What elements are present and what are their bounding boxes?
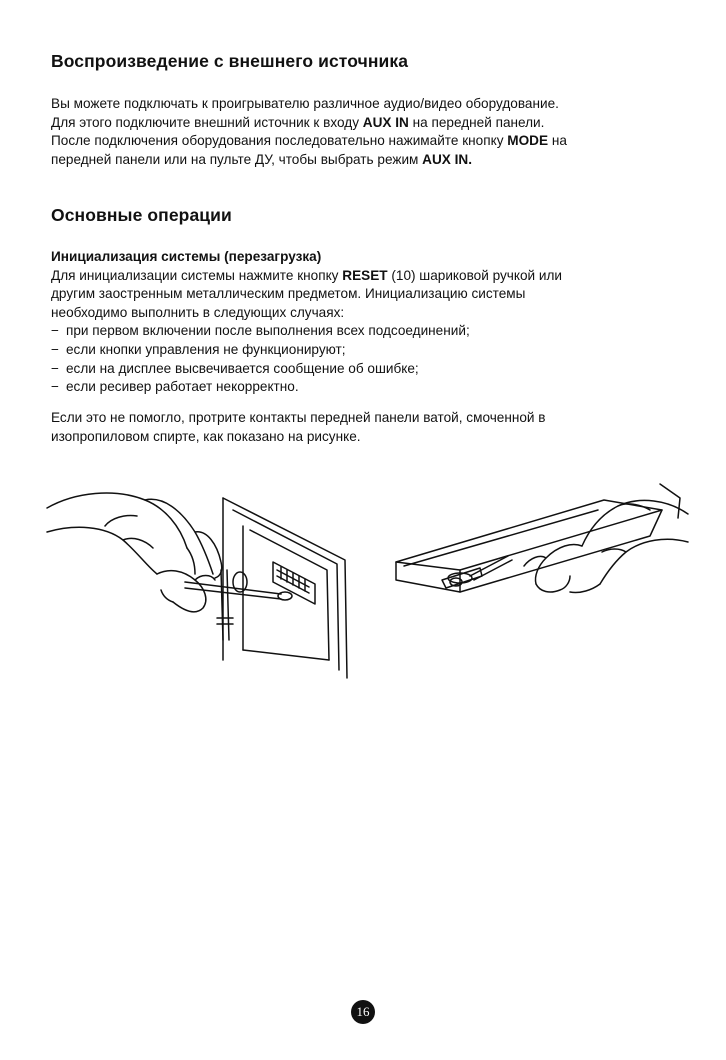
cleaning-line-1: Если это не помогло, протрите контакты передней панели ватой, смоченной в [51, 410, 546, 425]
reset-line-1: Для инициализации системы нажмите кнопку RESET (10) шариковой ручкой или [51, 267, 563, 283]
list-item: − если кнопки управления не функционируют; [51, 341, 346, 357]
list-item: − если ресивер работает некорректно. [51, 379, 299, 395]
list-item: − при первом включении после выполнения всех подсоединений; [51, 323, 470, 339]
reset-line-3: необходимо выполнить в следующих случаях: [51, 304, 345, 320]
aux-line-3: После подключения оборудования последовательно нажимайте кнопку MODE на [51, 133, 567, 149]
aux-paragraph [51, 95, 671, 169]
aux-line-4: передней панели или на пульте ДУ, чтобы выбрать режим AUX IN. [51, 151, 473, 167]
cleaning-paragraph [51, 409, 671, 446]
section-title-basic-ops: Основные операции [51, 205, 232, 225]
list-item: − если на дисплее высвечивается сообщение об ошибке; [51, 360, 419, 376]
reset-label: RESET [342, 267, 388, 283]
page-number-badge: 16 [351, 1000, 375, 1024]
reset-subtitle: Инициализация системы (перезагрузка) [51, 249, 322, 264]
reset-paragraph [51, 248, 671, 397]
cleaning-line-2: изопропиловом спирте, как показано на рисунке. [51, 428, 361, 444]
cleaning-panel-illustration [390, 470, 690, 630]
aux-in-mode-label: AUX IN. [422, 151, 473, 167]
aux-line-1: Вы можете подключать к проигрывателю различное аудио/видео оборудование. [51, 96, 559, 111]
cleaning-unit-illustration [45, 470, 365, 685]
aux-line-2: Для этого подключите внешний источник к входу AUX IN на передней панели. [51, 114, 545, 130]
reset-line-2: другим заостренным металлическим предметом. Инициализацию системы [51, 286, 526, 302]
mode-label: MODE [507, 133, 549, 149]
section-title-aux: Воспроизведение с внешнего источника [51, 51, 409, 71]
aux-in-label: AUX IN [362, 114, 409, 130]
